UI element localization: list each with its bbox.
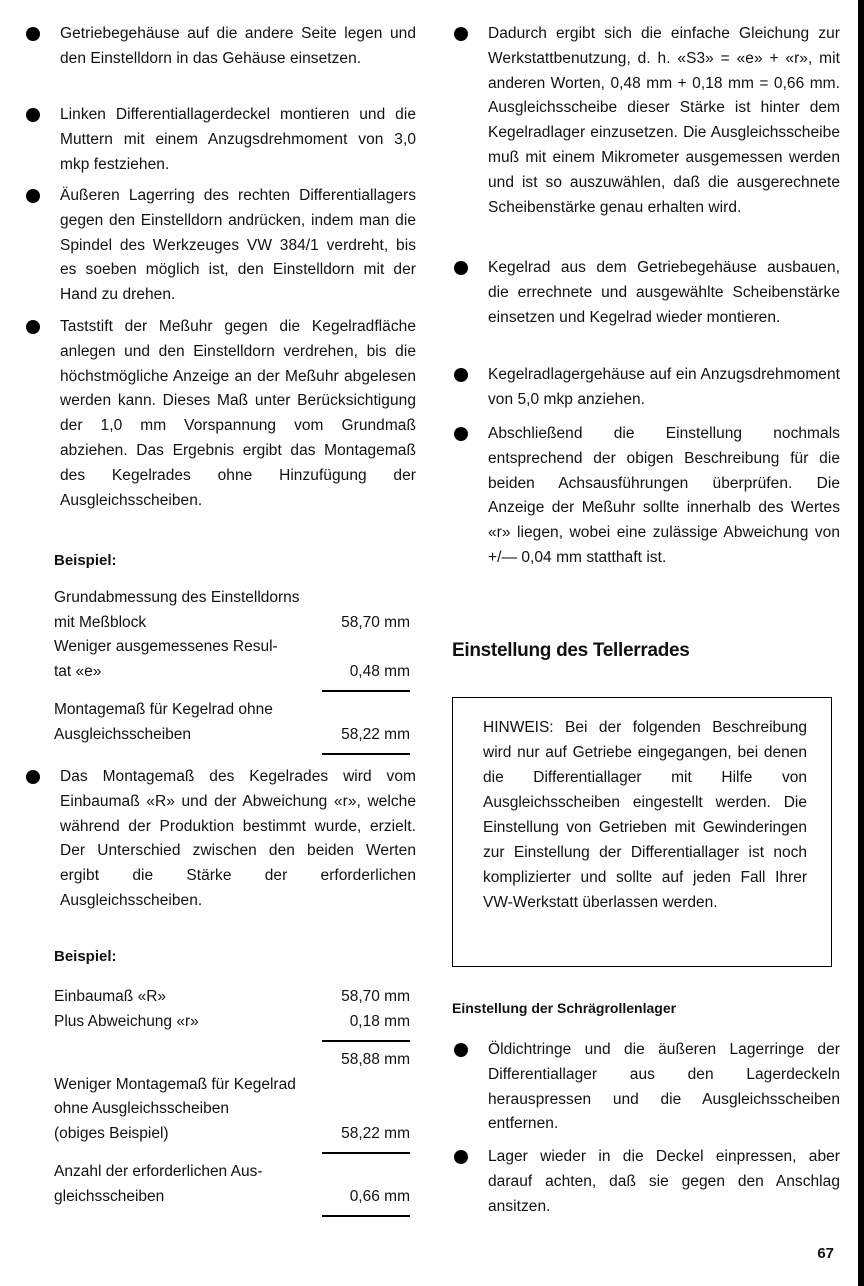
bullet-text: Lager wieder in die Deckel einpressen, aber darauf achten, daß sie gegen den Anschlag ansitzen. [488,1148,840,1215]
calc-label: Weniger ausgemessenes Resul- [54,638,278,655]
bullet-icon [454,368,468,382]
calc-value: 58,22 mm [341,1124,410,1142]
calc-value: 0,66 mm [349,1187,410,1205]
bullet-icon [454,1150,468,1164]
list-item [454,422,840,571]
list-item [26,22,416,72]
bullet-text: Abschließend die Einstellung nochmals entsprechend der obigen Beschreibung für die beiden Achsausführungen überprüfen. Die Anzeige der Meßuhr sollte innerhalb des Wertes «r» liegen, wobei eine zulässige Abweichung von +/— 0,04 mm statthaft ist. [488,425,840,566]
list-item [454,363,840,413]
calc-label: (obiges Beispiel) [54,1124,169,1142]
calc-label: gleichsscheiben [54,1187,165,1205]
list-item [454,1145,840,1219]
list-item [26,103,416,177]
bullet-icon [454,1043,468,1057]
bullet-icon [454,261,468,275]
sum-rule [322,1040,410,1042]
bullet-text: Öldichtringe und die äußeren Lagerringe der Differentiallager aus den Lagerdeckeln herauspressen und die Ausgleichsscheiben entfernen. [488,1041,840,1133]
calc-label: Plus Abweichung «r» [54,1012,199,1030]
sum-rule [322,753,410,755]
calc-label: ohne Ausgleichsscheiben [54,1100,229,1117]
calc-value: 0,48 mm [349,662,410,680]
calc-label: tat «e» [54,662,102,680]
calc-value: 58,70 mm [341,613,410,631]
calc-row [54,611,410,636]
sum-rule [322,1152,410,1154]
bullet-text: Kegelrad aus dem Getriebegehäuse ausbauen, die errechnete und ausgewählte Scheibenstärke einsetzen und Kegelrad wieder montieren. [488,259,840,326]
scan-border [858,0,864,1286]
calc-value: 58,88 mm [341,1051,410,1068]
calc-row [54,635,410,660]
bullet-icon [454,427,468,441]
bullet-text: Getriebegehäuse auf die andere Seite legen und den Einstelldorn in das Gehäuse einsetzen. [60,25,416,67]
calc-row [54,1010,410,1035]
bullet-icon [26,320,40,334]
list-item [454,1038,840,1137]
section-title: Einstellung des Tellerrades [452,640,690,661]
list-item [26,765,416,914]
calc-label: Grundabmessung des Einstelldorns [54,589,300,606]
example-calculation-2 [54,985,410,1223]
calc-row [54,1073,410,1098]
note-box [452,697,832,967]
calc-row [54,1160,410,1185]
bullet-text: Linken Differentiallagerdeckel montieren und die Muttern mit einem Anzugsdrehmoment von 3,0 mkp festziehen. [60,106,416,173]
bullet-text: Das Montagemaß des Kegelrades wird vom Einbaumaß «R» und der Abweichung «r», welche während der Produktion bestimmt wurde, erzielt. Der Unterschied zwischen den beiden Werten ergibt die Stärke der erforderlichen Ausgleichsscheiben. [60,768,416,909]
bullet-text: Kegelradlagergehäuse auf ein Anzugsdrehmoment von 5,0 mkp anziehen. [488,366,840,408]
list-item [454,256,840,330]
calc-label: Montagemaß für Kegelrad ohne [54,701,273,718]
bullet-icon [26,108,40,122]
bullet-text: Äußeren Lagerring des rechten Differentiallagers gegen den Einstelldorn andrücken, indem man die Spindel des Werkzeuges VW 384/1 verdreht, bis es soeben möglich ist, den Einstelldorn mit der Hand zu drehen. [60,187,416,304]
note-text: HINWEIS: Bei der folgenden Beschreibung wird nur auf Getriebe eingegangen, bei denen die Differentiallager mit Hilfe von Ausgleichsscheiben eingestellt werden. Die Einstellung von Getrieben mit Gewinderingen zur Einstellung der Differentiallager ist noch komplizierter und sollte auf jeden Fall Ihrer VW-Werkstatt überlassen werden. [483,719,807,911]
calc-row [54,1122,410,1147]
calc-row [54,1048,410,1073]
calc-row [54,1185,410,1210]
sum-rule [322,1215,410,1217]
calc-row [54,723,410,748]
list-item [26,184,416,308]
calc-label: Anzahl der erforderlichen Aus- [54,1163,263,1180]
bullet-icon [26,770,40,784]
calc-row [54,698,410,723]
subsection-title: Einstellung der Schrägrollenlager [452,1000,677,1016]
calc-value: 58,70 mm [341,988,410,1005]
bullet-icon [454,27,468,41]
page-number: 67 [817,1245,834,1262]
calc-row [54,586,410,611]
example-heading: Beispiel: [54,552,117,569]
bullet-text: Taststift der Meßuhr gegen die Kegelradfläche anlegen und den Einstelldorn verdrehen, bis die höchstmögliche Anzeige an der Meßuhr abgelesen werden kann. Dieses Maß unter Berücksichtigung der 1,0 mm Vorspannung vom Grundmaß abziehen. Das Ergebnis ergibt das Montagemaß des Kegelrades ohne Hinzufügung der Ausgleichsscheiben. [60,318,416,509]
calc-row [54,1097,410,1122]
example-calculation-1 [54,586,410,761]
calc-value: 58,22 mm [341,725,410,743]
bullet-icon [26,189,40,203]
sum-rule [322,690,410,692]
calc-label: Weniger Montagemaß für Kegelrad [54,1075,296,1093]
calc-value: 0,18 mm [349,1012,410,1030]
calc-label: mit Meßblock [54,613,147,631]
calc-label: Ausgleichsscheiben [54,725,192,743]
calc-row [54,660,410,685]
list-item [26,315,416,513]
calc-row [54,985,410,1010]
calc-label: Einbaumaß «R» [54,988,167,1005]
calc-label [54,1048,322,1073]
example-heading: Beispiel: [54,948,117,965]
bullet-text: Dadurch ergibt sich die einfache Gleichung zur Werkstattbenutzung, d. h. «S3» = «e» + «r», mit anderen Worten, 0,48 mm + 0,18 mm = 0,66 mm. Ausgleichsscheibe dieser Stärke ist hinter dem Kegelradlager einzusetzen. Die Ausgleichsscheibe muß mit einem Mikrometer ausgemessen werden und ist so auszuwählen, daß die ausgerechnete Scheibenstärke genau erhalten wird. [488,25,840,216]
bullet-icon [26,27,40,41]
list-item [454,22,840,220]
